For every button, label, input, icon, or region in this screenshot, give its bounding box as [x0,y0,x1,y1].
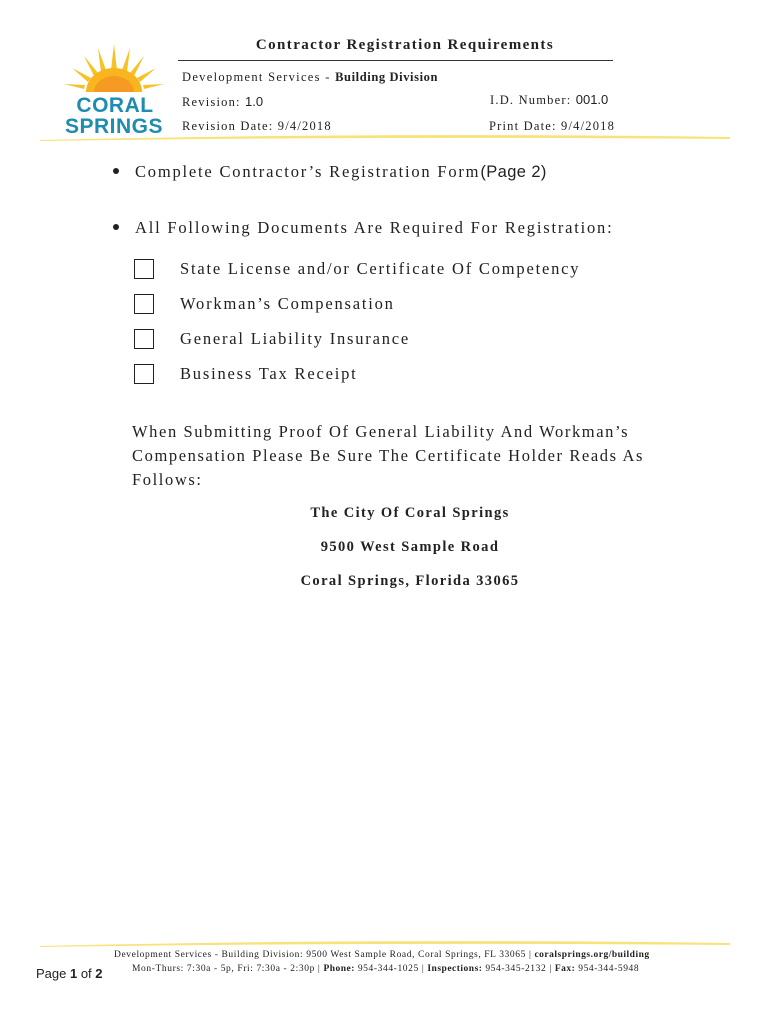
revision-value: 1.0 [245,94,264,109]
footer-separator: | [528,950,532,960]
footer-inspections-label: Inspections: [427,964,486,974]
footer-fax-label: Fax: [554,964,579,974]
id-number-label: I.D. Number: [490,93,576,107]
checklist-label: General Liability Insurance [180,329,411,348]
header-swoosh-divider [40,134,730,142]
certificate-holder-city: Coral Springs, Florida 33065 [300,573,520,589]
page-number [36,966,103,981]
id-number-value: 001.0 [575,92,609,107]
sun-icon [58,40,170,136]
checkbox-state-license[interactable] [134,259,154,279]
department-line [182,70,438,85]
checklist-item-workmans-comp [134,294,395,314]
print-date: Print Date: 9/4/2018 [489,119,616,133]
checkbox-workmans-comp[interactable] [134,294,154,314]
page-current: 1 [69,966,78,981]
checklist-item-liability-insurance [134,329,410,349]
checklist-item-state-license [134,259,580,279]
document-title: Contractor Registration Requirements [255,37,555,53]
checkbox-business-tax[interactable] [134,364,154,384]
footer-swoosh-divider [40,940,730,948]
footer-address: Development Services - Building Division: 9500 West Sample Road, Coral Springs, FL 33065 [114,950,526,960]
footer-separator: | [317,964,321,974]
footer-address-line [114,950,650,960]
footer-phone-label: Phone: [323,964,358,974]
coral-springs-logo [58,40,170,136]
footer-phone: 954-344-1025 [357,964,419,974]
checkbox-liability-insurance[interactable] [134,329,154,349]
page-of: of [77,966,96,981]
id-number-field [490,92,608,108]
revision-field [182,94,263,110]
checklist-label: Business Tax Receipt [180,364,358,383]
footer-inspections: 954-345-2132 [485,964,547,974]
title-divider [178,60,613,61]
checklist-item-business-tax [134,364,358,384]
department-name: Development Services - [182,70,336,84]
checklist-label: State License and/or Certificate Of Competency [180,259,581,278]
page-label: Page [36,966,70,981]
footer-separator: | [421,964,425,974]
checklist-label: Workman’s Compensation [180,294,395,313]
bullet-dot-icon [113,168,119,174]
bullet-dot-icon [113,224,119,230]
revision-label: Revision: [182,95,246,109]
logo-text-springs: SPRINGS [64,115,164,136]
bullet-registration-form-text: Complete Contractor’s Registration Form [135,162,481,181]
bullet-registration-form [113,162,547,182]
logo-text-coral: CORAL [76,94,154,117]
page-total: 2 [95,966,103,981]
certificate-holder-street: 9500 West Sample Road [320,539,500,555]
footer-contact-line [132,964,639,974]
footer-fax: 954-344-5948 [578,964,640,974]
revision-date: Revision Date: 9/4/2018 [182,119,332,133]
bullet-required-documents [113,218,614,238]
bullet-required-documents-text: All Following Documents Are Required For Registration: [135,218,614,237]
bullet-page-reference: (Page 2) [480,163,547,181]
certificate-holder-instructions: When Submitting Proof Of General Liability And Workman’s Compensation Please Be Sure The Certificate Holder Reads As Follows: [132,422,644,489]
certificate-holder-name: The City Of Coral Springs [310,505,510,521]
footer-separator: | [549,964,552,974]
footer-website-link[interactable]: coralsprings.org/building [534,950,650,960]
division-name: Building Division [335,70,439,84]
footer-hours: Mon-Thurs: 7:30a - 5p, Fri: 7:30a - 2:30p [132,964,315,974]
